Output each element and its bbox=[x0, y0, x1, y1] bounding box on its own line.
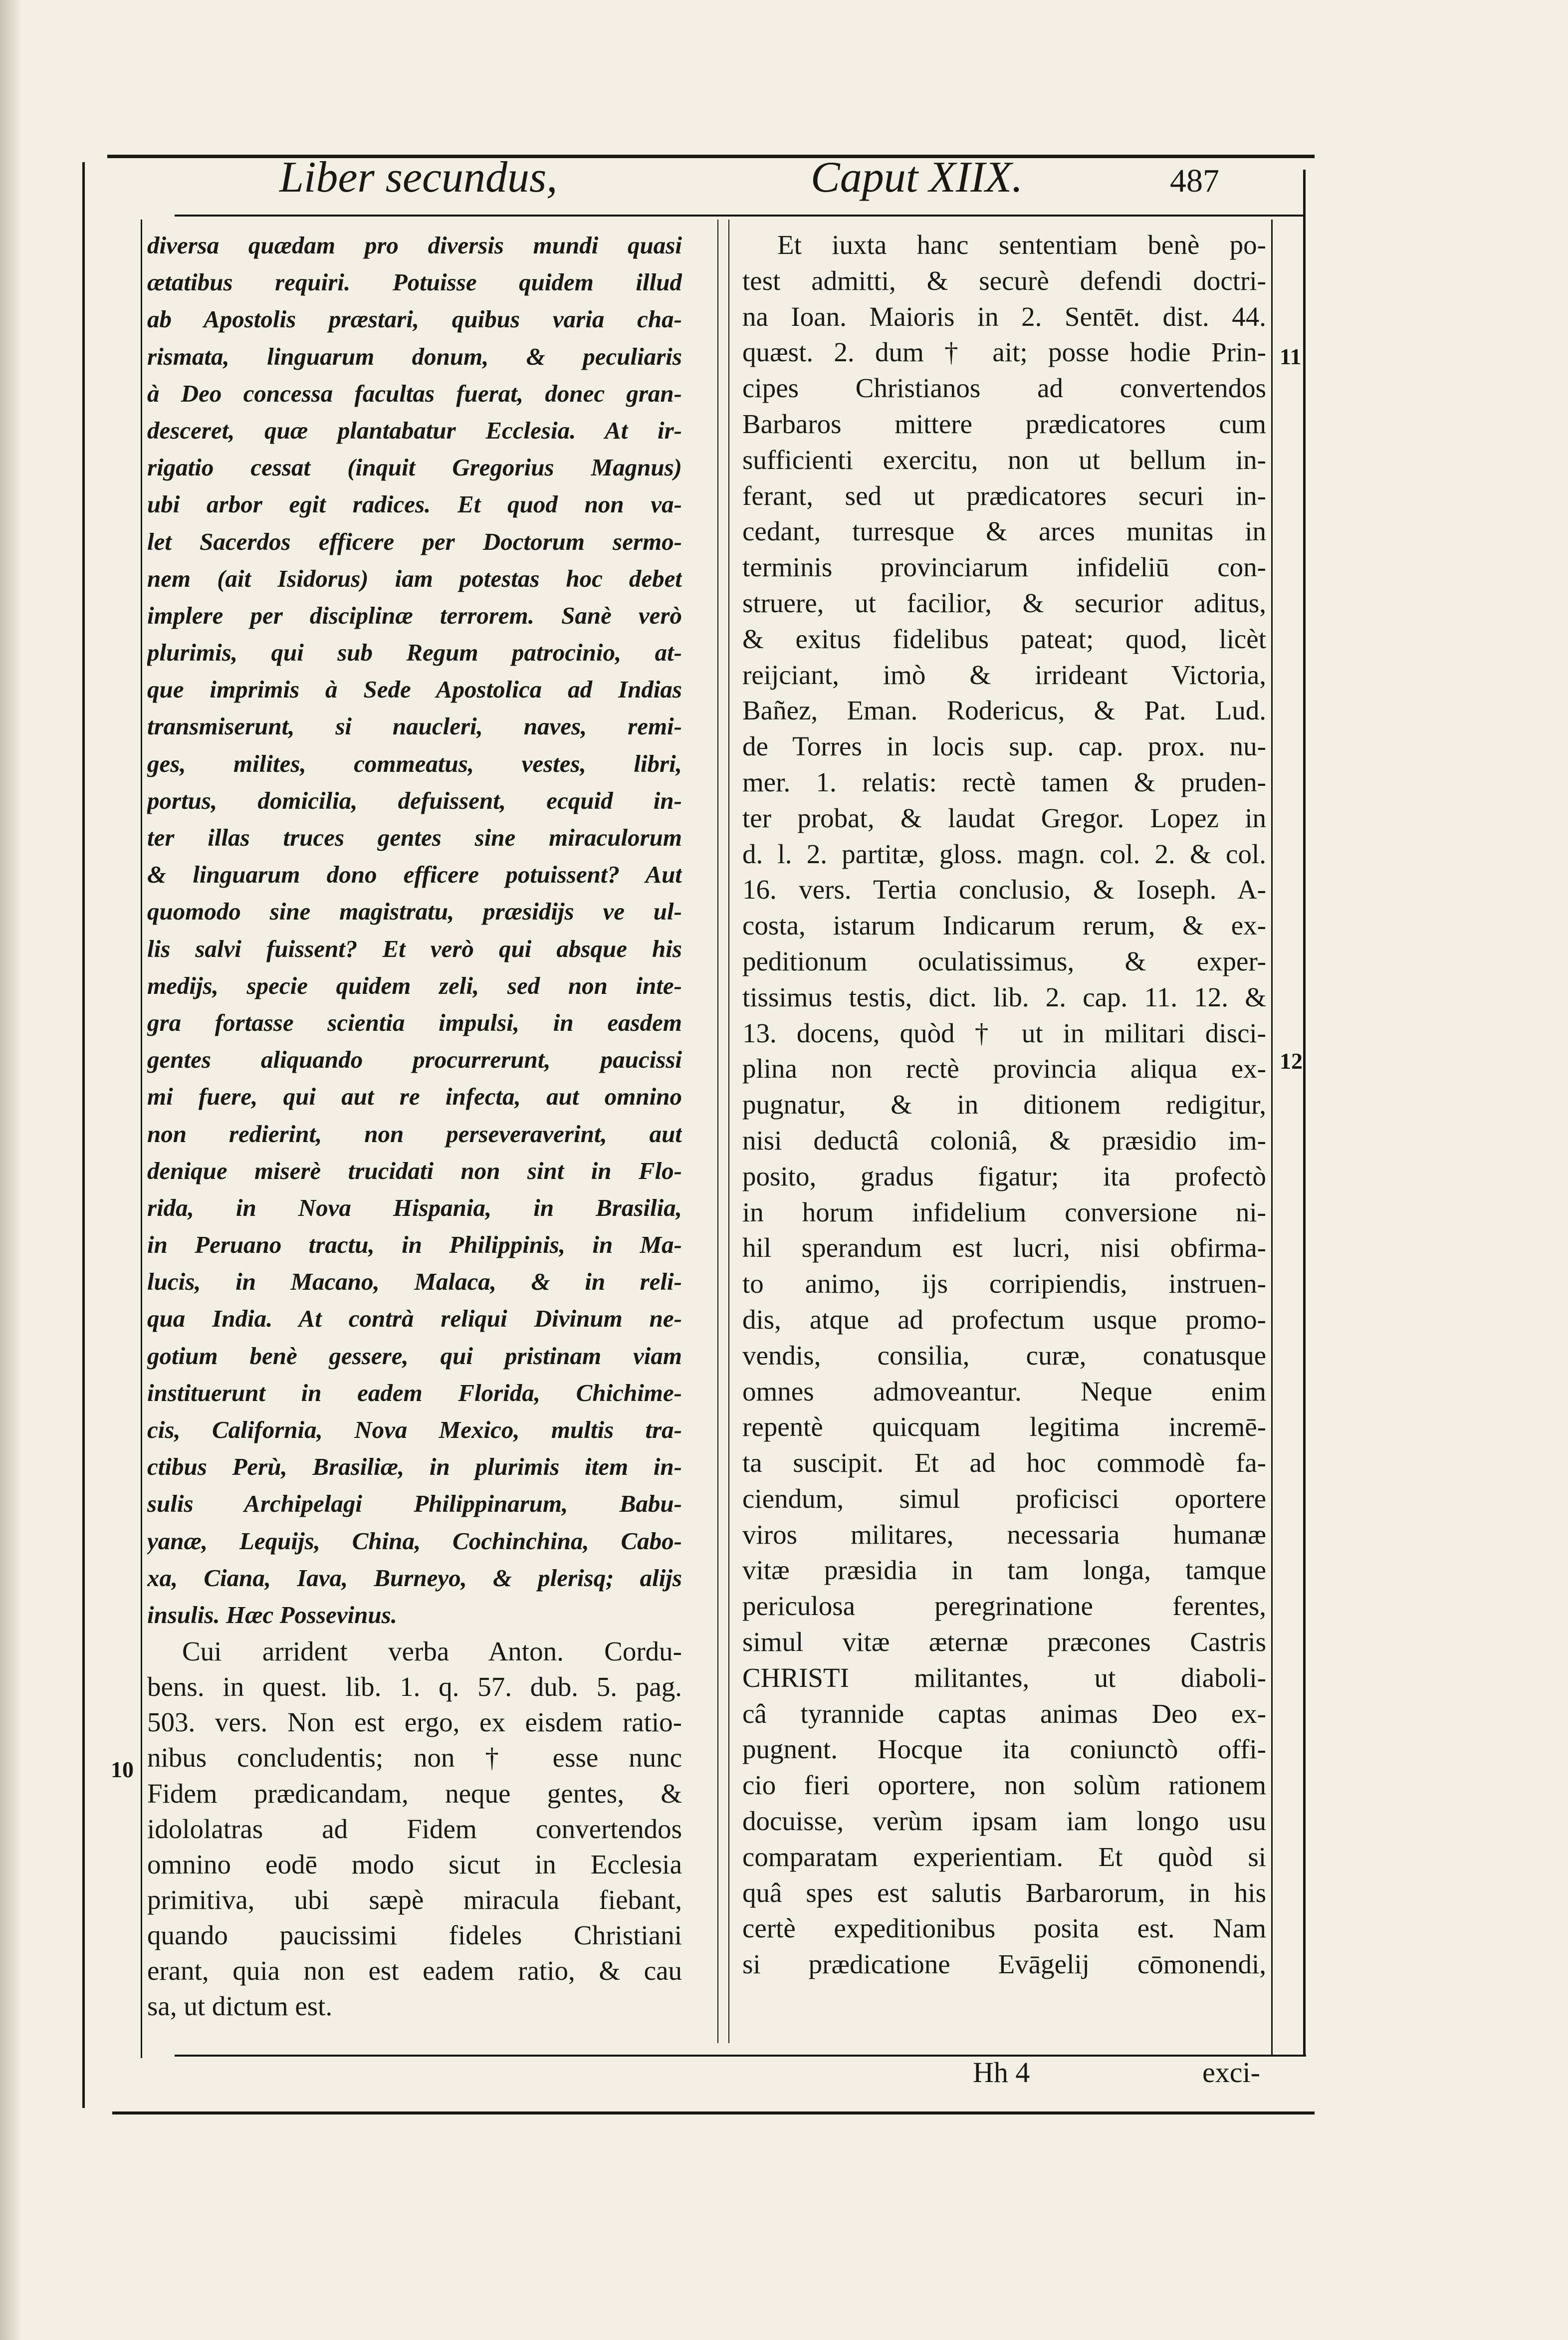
running-head-left: Liber secundus, bbox=[279, 153, 558, 202]
text-line: docuisse, verùm ipsam iam longo usu bbox=[742, 1806, 1266, 1837]
text-line: plurimis, qui sub Regum patrocinio, at- bbox=[147, 639, 682, 667]
text-line: gotium benè gessere, qui pristinam viam bbox=[147, 1342, 682, 1370]
text-line: ter probat, & laudat Gregor. Lopez in bbox=[742, 802, 1266, 833]
text-line: que imprimis à Sede Apostolica ad Indias bbox=[147, 676, 682, 703]
text-line: medijs, specie quidem zeli, sed non inte- bbox=[147, 971, 682, 999]
text-line: in horum infidelium conversione ni- bbox=[742, 1196, 1266, 1227]
text-line: idololatras ad Fidem convertendos bbox=[147, 1813, 682, 1844]
page-number: 487 bbox=[1170, 163, 1219, 199]
text-line: à Deo concessa facultas fuerat, donec gran- bbox=[147, 379, 682, 407]
text-line: ges, milites, commeatus, vestes, libri, bbox=[147, 749, 682, 777]
left-column-roman-passage bbox=[147, 1634, 682, 2024]
text-line: struere, ut facilior, & securior aditus, bbox=[742, 587, 1266, 618]
text-line: transmiserunt, si naucleri, naves, remi- bbox=[147, 712, 682, 740]
text-line: Cui arrident verba Anton. Cordu- bbox=[182, 1636, 682, 1667]
text-line: gra fortasse scientia impulsi, in easdem bbox=[147, 1008, 682, 1036]
text-line: certè expeditionibus posita est. Nam bbox=[742, 1913, 1266, 1944]
text-line: erant, quia non est eadem ratio, & cau bbox=[147, 1955, 682, 1986]
text-line: ctibus Perù, Brasiliæ, in plurimis item in- bbox=[147, 1453, 682, 1481]
left-column bbox=[147, 227, 682, 2024]
text-line: sulis Archipelagi Philippinarum, Babu- bbox=[147, 1490, 682, 1518]
text-line: dis, atque ad profectum usque promo- bbox=[742, 1304, 1266, 1335]
text-line: simul vitæ æternæ præcones Castris bbox=[742, 1627, 1266, 1657]
text-line: pugnatur, & in ditionem redigitur, bbox=[742, 1089, 1266, 1120]
text-line: yanæ, Lequijs, China, Cochinchina, Cabo- bbox=[147, 1527, 682, 1555]
column-divider-right bbox=[728, 220, 729, 2043]
text-line: mi fuere, qui aut re infecta, aut omnino bbox=[147, 1083, 682, 1111]
text-line: cio fieri oportere, non solùm rationem bbox=[742, 1770, 1266, 1801]
text-line: rida, in Nova Hispania, in Brasilia, bbox=[147, 1193, 682, 1221]
outer-right-rule bbox=[1303, 170, 1306, 2056]
text-line: primitiva, ubi sæpè miracula fiebant, bbox=[147, 1884, 682, 1915]
running-head-center: Caput XIIX. bbox=[811, 153, 1023, 202]
text-line: quando paucissimi fideles Christiani bbox=[147, 1919, 682, 1950]
text-line: test admitti, & securè defendi doctri- bbox=[742, 265, 1266, 296]
text-line: omnes admoveantur. Neque enim bbox=[742, 1376, 1266, 1406]
text-line: & linguarum dono efficere potuissent? Aut bbox=[147, 861, 682, 889]
text-line: d. l. 2. partitæ, gloss. magn. col. 2. & col. bbox=[742, 838, 1266, 869]
text-line: omnino eodē modo sicut in Ecclesia bbox=[147, 1849, 682, 1879]
text-line: Barbaros mittere prædicatores cum bbox=[742, 408, 1266, 439]
text-line: portus, domicilia, defuissent, ecquid in- bbox=[147, 786, 682, 814]
text-line: vendis, consilia, curæ, conatusque bbox=[742, 1340, 1266, 1371]
margin-number-11: 11 bbox=[1280, 344, 1302, 369]
text-line: insulis. Hæc Possevinus. bbox=[147, 1601, 397, 1629]
text-line: terminis provinciarum infideliū con- bbox=[742, 552, 1266, 583]
text-line: non redierint, non perseveraverint, aut bbox=[147, 1120, 682, 1148]
text-line: diversa quædam pro diversis mundi quasi bbox=[147, 232, 682, 259]
text-line: periculosa peregrinatione ferentes, bbox=[742, 1591, 1266, 1622]
text-line: implere per disciplinæ terrorem. Sanè verò bbox=[147, 601, 682, 629]
text-line: in Peruano tractu, in Philippinis, in Ma- bbox=[147, 1231, 682, 1259]
text-line: repentè quicquam legitima incremē- bbox=[742, 1411, 1266, 1442]
text-line: CHRISTI militantes, ut diaboli- bbox=[742, 1662, 1266, 1693]
text-line: rigatio cessat (inquit Gregorius Magnus) bbox=[147, 454, 682, 481]
text-line: peditionum oculatissimus, & exper- bbox=[742, 945, 1266, 976]
text-line: ætatibus requiri. Potuisse quidem illud bbox=[147, 268, 682, 296]
text-line: to animo, ijs corripiendis, instruen- bbox=[742, 1268, 1266, 1299]
column-divider-left bbox=[717, 220, 718, 2043]
text-line: sufficienti exercitu, non ut bellum in- bbox=[742, 444, 1266, 475]
text-line: hil sperandum est lucri, nisi obfirma- bbox=[742, 1232, 1266, 1263]
text-line: nem (ait Isidorus) iam potestas hoc debet bbox=[147, 564, 682, 592]
text-line: sa, ut dictum est. bbox=[147, 1991, 333, 2022]
text-line: desceret, quæ plantabatur Ecclesia. At ir- bbox=[147, 416, 682, 444]
text-line: vitæ præsidia in tam longa, tamque bbox=[742, 1555, 1266, 1586]
gutter-shadow bbox=[0, 0, 22, 2340]
text-line: ubi arbor egit radices. Et quod non va- bbox=[147, 490, 682, 518]
text-line: xa, Ciana, Iava, Burneyo, & plerisq; alijs bbox=[147, 1564, 682, 1592]
header-rule bbox=[175, 215, 1305, 217]
text-line: viros militares, necessaria humanæ bbox=[742, 1519, 1266, 1550]
text-line: Bañez, Eman. Rodericus, & Pat. Lud. bbox=[742, 695, 1266, 726]
signature-mark: Hh 4 bbox=[973, 2056, 1030, 2089]
text-line: ferant, sed ut prædicatores securi in- bbox=[742, 480, 1266, 511]
text-line: nisi deductâ coloniâ, & præsidio im- bbox=[742, 1125, 1266, 1156]
text-line: Et iuxta hanc sententiam benè po- bbox=[777, 230, 1266, 260]
text-line: câ tyrannide captas animas Deo ex- bbox=[742, 1698, 1266, 1729]
text-line: Fidem prædicandam, neque gentes, & bbox=[147, 1778, 682, 1809]
text-line: gentes aliquando procurrerunt, paucissi bbox=[147, 1046, 682, 1074]
outer-left-rule bbox=[82, 162, 85, 2108]
text-line: na Ioan. Maioris in 2. Sentēt. dist. 44. bbox=[742, 301, 1266, 332]
text-line: lis salvi fuissent? Et verò qui absque his bbox=[147, 935, 682, 962]
text-line: qua India. At contrà reliqui Divinum ne- bbox=[147, 1305, 682, 1333]
text-line: mer. 1. relatis: rectè tamen & pruden- bbox=[742, 766, 1266, 797]
text-line: & exitus fidelibus pateat; quod, licèt bbox=[742, 623, 1266, 654]
text-line: costa, istarum Indicarum rerum, & ex- bbox=[742, 910, 1266, 941]
text-line: ter illas truces gentes sine miraculorum bbox=[147, 824, 682, 851]
text-line: ciendum, simul proficisci oportere bbox=[742, 1483, 1266, 1514]
margin-number-10: 10 bbox=[111, 1757, 134, 1782]
text-line: instituerunt in eadem Florida, Chichime- bbox=[147, 1379, 682, 1406]
text-line: plina non rectè provincia aliqua ex- bbox=[742, 1053, 1266, 1084]
text-line: denique miserè trucidati non sint in Flo- bbox=[147, 1157, 682, 1184]
text-line: si prædicatione Evāgelij cōmonendi, bbox=[742, 1949, 1266, 1980]
text-line: cis, California, Nova Mexico, multis tra- bbox=[147, 1416, 682, 1443]
right-column bbox=[742, 227, 1266, 1982]
text-line: 16. vers. Tertia conclusio, & Ioseph. A- bbox=[742, 874, 1266, 905]
margin-number-12: 12 bbox=[1280, 1048, 1303, 1074]
text-line: rismata, linguarum donum, & peculiaris bbox=[147, 342, 682, 370]
text-line: let Sacerdos efficere per Doctorum sermo- bbox=[147, 527, 682, 555]
text-line: pugnent. Hocque ita coniunctò offi- bbox=[742, 1734, 1266, 1765]
left-column-italic-passage bbox=[147, 227, 682, 1634]
text-line: lucis, in Macano, Malaca, & in reli- bbox=[147, 1268, 682, 1296]
bottom-rule bbox=[112, 2111, 1315, 2114]
text-line: ab Apostolis præstari, quibus varia cha- bbox=[147, 305, 682, 333]
text-line: bens. in quest. lib. 1. q. 57. dub. 5. pag. bbox=[147, 1671, 682, 1702]
text-line: nibus concludentis; non † esse nunc bbox=[147, 1742, 682, 1773]
text-line: posito, gradus figatur; ita profectò bbox=[742, 1161, 1266, 1191]
text-line: quæst. 2. dum † ait; posse hodie Prin- bbox=[742, 337, 1266, 368]
inner-right-rule bbox=[1271, 220, 1273, 2056]
text-block-bottom-rule bbox=[175, 2055, 1306, 2057]
text-line: comparatam experientiam. Et quòd si bbox=[742, 1841, 1266, 1872]
text-line: cipes Christianos ad convertendos bbox=[742, 373, 1266, 404]
text-line: 503. vers. Non est ergo, ex eisdem ratio- bbox=[147, 1707, 682, 1738]
text-line: quomodo sine magistratu, præsidijs ve ul- bbox=[147, 898, 682, 926]
text-line: reijciant, imò & irrideant Victoria, bbox=[742, 659, 1266, 690]
inner-left-rule bbox=[141, 220, 142, 2058]
text-line: cedant, turresque & arces munitas in bbox=[742, 516, 1266, 547]
text-line: 13. docens, quòd † ut in militari disci- bbox=[742, 1017, 1266, 1048]
catchword: exci- bbox=[1202, 2056, 1260, 2089]
text-line: de Torres in locis sup. cap. prox. nu- bbox=[742, 731, 1266, 762]
text-line: quâ spes est salutis Barbarorum, in his bbox=[742, 1877, 1266, 1908]
text-line: ta suscipit. Et ad hoc commodè fa- bbox=[742, 1447, 1266, 1478]
text-line: tissimus testis, dict. lib. 2. cap. 11. 12. & bbox=[742, 981, 1266, 1012]
